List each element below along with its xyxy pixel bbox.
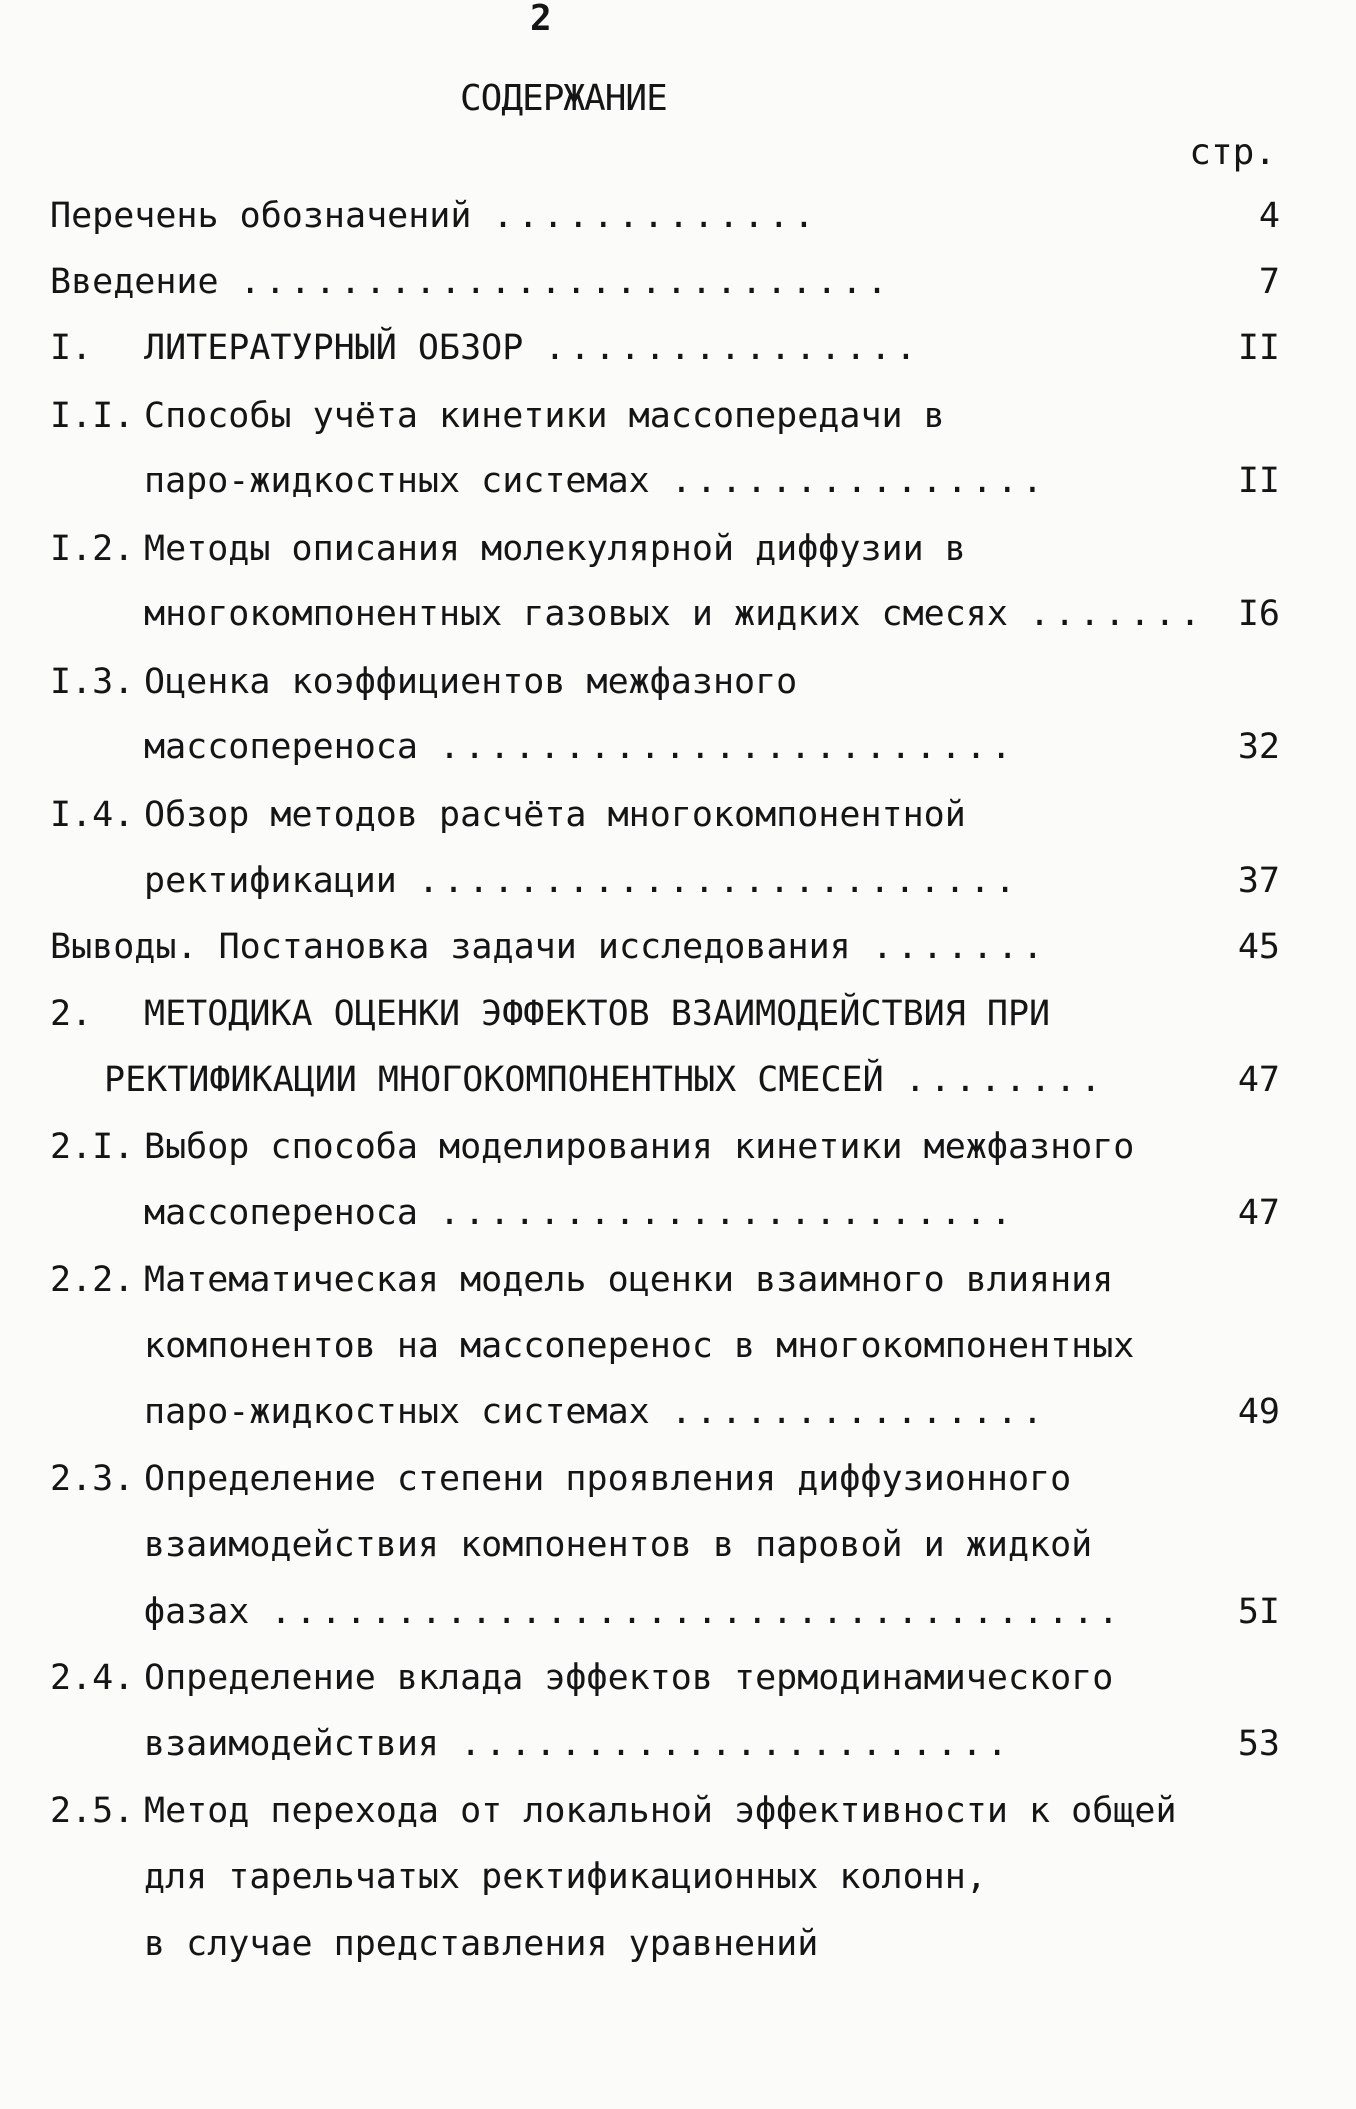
toc-entry-section-2-1 [50, 1121, 1280, 1173]
toc-page-number: I6 [1237, 594, 1280, 634]
toc-entry-text: паро-жидкостных системах [144, 1392, 650, 1432]
toc-entry-section-1-3 [50, 656, 1280, 708]
toc-entry-section-2-3-continuation-2 [144, 1586, 1280, 1638]
toc-entry-text: ректификации [144, 861, 397, 901]
toc-entry-section-1-1 [50, 390, 1280, 442]
toc-leader-dots: ............... [670, 461, 1047, 501]
toc-entry-text: Введение [50, 262, 219, 302]
toc-entry-text: РЕКТИФИКАЦИИ МНОГОКОМПОНЕНТНЫХ СМЕСЕЙ [104, 1060, 884, 1100]
toc-entry-number: 2.5. [50, 1791, 135, 1831]
toc-entry-text: компонентов на массоперенос в многокомпонентных [144, 1326, 1135, 1366]
toc-page-number: 49 [1237, 1392, 1280, 1432]
toc-entry-text: Выбор способа моделирования кинетики межфазного [144, 1127, 1135, 1167]
toc-page-number: 45 [1237, 927, 1280, 967]
toc-leader-dots: ............. [492, 196, 819, 236]
toc-entry-section-2-2-continuation [144, 1320, 1280, 1372]
toc-leader-dots: ........................ [417, 861, 1020, 901]
toc-entry-section-1-2-continuation [144, 588, 1280, 640]
toc-entry-section-1-3-continuation [144, 721, 1280, 773]
toc-page-number: 5I [1237, 1592, 1280, 1632]
toc-entry-section-2-3 [50, 1453, 1280, 1505]
toc-entry-text: в случае представления уравнений [144, 1924, 819, 1964]
toc-entry-number: 2. [50, 994, 93, 1034]
toc-leader-dots: ....... [1029, 594, 1205, 634]
toc-page-number: 47 [1237, 1193, 1280, 1233]
toc-entry-text: взаимодействия [144, 1724, 440, 1764]
toc-entry-number: I.2. [50, 529, 135, 569]
toc-entry-text: Перечень обозначений [50, 196, 472, 236]
toc-leader-dots: ....................... [439, 727, 1016, 767]
toc-entry-number: I.I. [50, 396, 135, 436]
toc-entry-number: 2.I. [50, 1127, 135, 1167]
toc-entry-section-2-2-continuation-2 [144, 1386, 1280, 1438]
toc-page-number: 7 [1258, 262, 1280, 302]
toc-page-number: 53 [1237, 1724, 1280, 1764]
toc-entry-section-2-4-continuation [144, 1718, 1280, 1770]
toc-page-number: 4 [1258, 196, 1280, 236]
page-number: 2 [530, 0, 552, 39]
toc-entry-section-1-1-continuation [144, 455, 1280, 507]
toc-leader-dots: ............... [544, 328, 921, 368]
toc-entry-text: массопереноса [144, 1193, 418, 1233]
toc-entry-list-of-symbols [50, 190, 1280, 242]
toc-entry-section-2-2 [50, 1254, 1280, 1306]
toc-entry-text: Определение вклада эффектов термодинамического [144, 1658, 1114, 1698]
page-column-header: стр. [1189, 132, 1276, 173]
toc-page-number: II [1237, 461, 1280, 501]
toc-entry-section-2-3-continuation [144, 1519, 1280, 1571]
toc-entry-text: Методы описания молекулярной диффузии в [144, 529, 966, 569]
toc-entry-section-1-2 [50, 523, 1280, 575]
toc-entry-chapter-2-continuation [104, 1054, 1280, 1106]
toc-page-number: II [1237, 328, 1280, 368]
toc-leader-dots: .................................. [270, 1592, 1123, 1632]
toc-leader-dots: ....... [871, 927, 1048, 967]
toc-entry-chapter-2 [50, 988, 1280, 1040]
toc-entry-section-2-1-continuation [144, 1187, 1280, 1239]
toc-leader-dots: ...................... [460, 1724, 1012, 1764]
toc-entry-section-1-4-continuation [144, 855, 1280, 907]
toc-page-number: 32 [1237, 727, 1280, 767]
toc-entry-number: 2.3. [50, 1459, 135, 1499]
toc-entry-chapter-1 [50, 322, 1280, 374]
toc-entry-text: Определение степени проявления диффузионного [144, 1459, 1072, 1499]
toc-entry-section-2-5-continuation [144, 1851, 1280, 1903]
toc-leader-dots: ....................... [439, 1193, 1016, 1233]
toc-entry-number: 2.2. [50, 1260, 135, 1300]
toc-entry-text: массопереноса [144, 727, 418, 767]
toc-leader-dots: ........ [904, 1060, 1106, 1100]
page-title: СОДЕРЖАНИЕ [460, 78, 667, 119]
toc-entry-text: паро-жидкостных системах [144, 461, 650, 501]
toc-leader-dots: .......................... [239, 262, 892, 302]
toc-entry-number: 2.4. [50, 1658, 135, 1698]
toc-page-number: 47 [1237, 1060, 1280, 1100]
toc-entry-text: многокомпонентных газовых и жидких смесях [144, 594, 1008, 634]
toc-entry-text: Выводы. Постановка задачи исследования [50, 927, 851, 967]
toc-entry-text: для тарельчатых ректификационных колонн, [144, 1857, 987, 1897]
toc-entry-text: МЕТОДИКА ОЦЕНКИ ЭФФЕКТОВ ВЗАИМОДЕЙСТВИЯ ПРИ [144, 994, 1051, 1034]
toc-entry-text: ЛИТЕРАТУРНЫЙ ОБЗОР [144, 328, 524, 368]
toc-entry-text: Метод перехода от локальной эффективности к общей [144, 1791, 1177, 1831]
toc-entry-conclusions [50, 921, 1280, 973]
toc-entry-number: I.4. [50, 795, 135, 835]
toc-entry-text: Математическая модель оценки взаимного влияния [144, 1260, 1114, 1300]
toc-entry-text: Обзор методов расчёта многокомпонентной [144, 795, 966, 835]
toc-entry-introduction [50, 256, 1280, 308]
toc-entry-number: I. [50, 328, 93, 368]
toc-entry-text: взаимодействия компонентов в паровой и жидкой [144, 1525, 1093, 1565]
toc-entry-text: Оценка коэффициентов межфазного [144, 662, 798, 702]
toc-entry-text: фазах [144, 1592, 250, 1632]
toc-entry-section-2-4 [50, 1652, 1280, 1704]
toc-entry-section-2-5-continuation-2 [144, 1918, 1280, 1970]
toc-leader-dots: ............... [670, 1392, 1047, 1432]
toc-entry-number: I.3. [50, 662, 135, 702]
toc-entry-text: Способы учёта кинетики массопередачи в [144, 396, 945, 436]
toc-page-number: 37 [1237, 861, 1280, 901]
toc-entry-section-1-4 [50, 789, 1280, 841]
toc-entry-section-2-5 [50, 1785, 1280, 1837]
